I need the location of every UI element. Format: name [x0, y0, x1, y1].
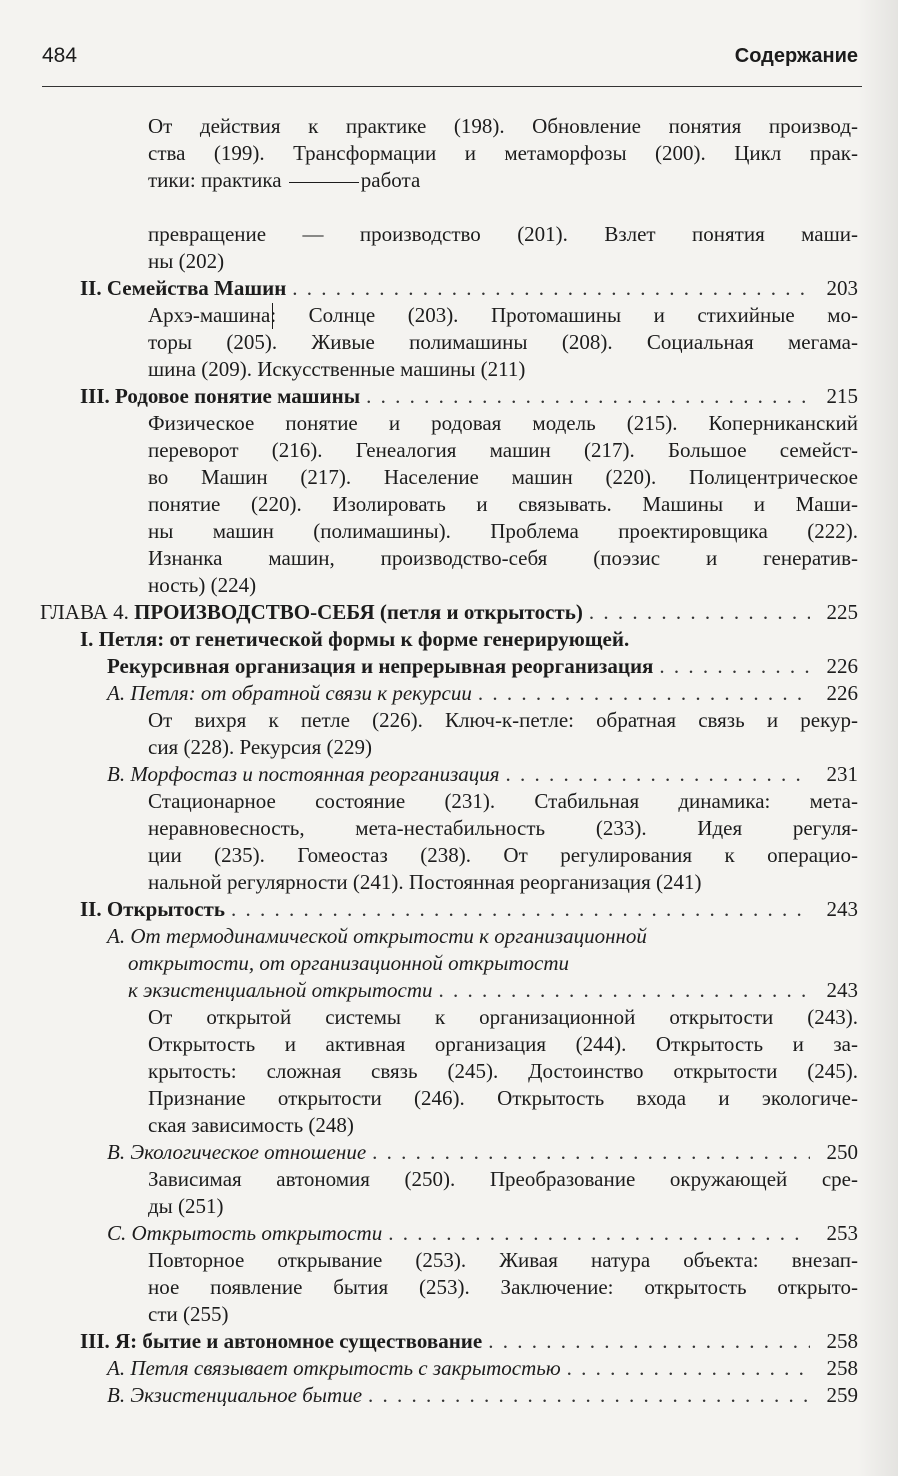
leader-dots — [231, 896, 810, 923]
leader-dots — [366, 383, 810, 410]
toc-entry-subsection[interactable] — [40, 761, 858, 788]
subsection-title: А. Петля связывает открытость с закрытостью — [107, 1356, 561, 1380]
toc-text-line: ства (199). Трансформации и метаморфозы (200). Цикл прак- — [148, 141, 858, 165]
subsection-title-line[interactable]: открытости, от организационной открытости — [128, 951, 570, 975]
leader-dots — [439, 977, 810, 1004]
page-ref: 243 — [826, 897, 858, 921]
toc-text-line: ды (251) — [148, 1194, 224, 1218]
toc-text-line: ны (202) — [148, 249, 225, 273]
leader-dots — [659, 653, 810, 680]
toc-entry-subsection[interactable] — [40, 1139, 858, 1166]
toc-text-line: Зависимая автономия (250). Преобразование окружающей сре- — [148, 1167, 858, 1191]
diagram-connector — [289, 182, 359, 183]
page-ref: 215 — [826, 384, 858, 408]
page-ref: 231 — [826, 762, 858, 786]
page-ref: 226 — [826, 654, 858, 678]
subsection-title: к экзистенциальной открытости — [128, 978, 433, 1002]
leader-dots — [506, 761, 810, 788]
toc-entry-subsection[interactable] — [40, 977, 858, 1004]
page-ref: 243 — [826, 978, 858, 1002]
toc-text-line: Открытость и активная организация (244). Открытость и за- — [148, 1032, 858, 1056]
toc-text-line: понятие (220). Изолировать и связывать. Машины и Маши- — [148, 492, 858, 516]
toc-text-line: ции (235). Гомеостаз (238). От регулирования к операцио- — [148, 843, 858, 867]
leader-dots — [478, 680, 810, 707]
diagram-label-practice: тики: практика — [148, 168, 282, 192]
toc-entry-section[interactable] — [40, 896, 858, 923]
toc-entry-subsection[interactable] — [40, 1382, 858, 1409]
toc-text-line: Изнанка машин, производство-себя (поэзис и генератив- — [148, 546, 858, 570]
subsection-title: С. Открытость открытости — [107, 1221, 383, 1245]
toc-text-line: во Машин (217). Население машин (220). Полицентрическое — [148, 465, 858, 489]
toc-text-line: переворот (216). Генеалогия машин (217). Большое семейст- — [148, 438, 858, 462]
diagram-connector-vertical — [272, 303, 273, 329]
page-number: 484 — [42, 44, 78, 67]
leader-dots — [292, 275, 810, 302]
subsection-title: А. Петля: от обратной связи к рекурсии — [107, 681, 472, 705]
leader-dots — [372, 1139, 810, 1166]
page-ref: 250 — [826, 1140, 858, 1164]
toc-text-line: ность) (224) — [148, 573, 257, 597]
section-title-line[interactable]: I. Петля: от генетической формы к форме генерирующей. — [80, 627, 630, 651]
page-ref: 253 — [826, 1221, 858, 1245]
toc-text-line: От действия к практике (198). Обновление понятия производ- — [148, 114, 858, 138]
toc-entry-subsection[interactable] — [40, 680, 858, 707]
table-of-contents — [40, 113, 858, 1409]
section-title: III. Родовое понятие машины — [80, 384, 361, 408]
toc-entry-chapter[interactable] — [40, 599, 858, 626]
section-title: Рекурсивная организация и непрерывная реорганизация — [107, 654, 654, 678]
toc-entry-subsection[interactable] — [40, 1220, 858, 1247]
toc-text-line: ская зависимость (248) — [148, 1113, 354, 1137]
chapter-name: ПРОИЗВОДСТВО-СЕБЯ (петля и открытость) — [134, 600, 583, 624]
subsection-title-line[interactable]: А. От термодинамической открытости к организационной — [107, 924, 647, 948]
section-title: II. Семейства Машин — [80, 276, 287, 300]
practice-cycle-diagram — [40, 167, 858, 194]
toc-text-line: ны машин (полимашины). Проблема проектировщика (222). — [148, 519, 858, 543]
toc-text-line: крытость: сложная связь (245). Достоинство открытости (245). — [148, 1059, 858, 1083]
diagram-spacer — [40, 194, 858, 221]
toc-entry-subsection[interactable] — [40, 1355, 858, 1382]
toc-text-line: От вихря к петле (226). Ключ-к-петле: обратная связь и рекур- — [148, 708, 858, 732]
diagram-label-work: работа — [360, 168, 421, 192]
page-ref: 203 — [826, 276, 858, 300]
toc-text-line: Повторное открывание (253). Живая натура объекта: внезап- — [148, 1248, 858, 1272]
page-edge-shade — [858, 0, 898, 1476]
page-ref: 226 — [826, 681, 858, 705]
toc-entry-section[interactable] — [40, 275, 858, 302]
leader-dots — [567, 1355, 810, 1382]
toc-text-line: сти (255) — [148, 1302, 229, 1326]
toc-text-line: Признание открытости (246). Открытость входа и экологиче- — [148, 1086, 858, 1110]
page-ref: 259 — [826, 1383, 858, 1407]
toc-text-line: Физическое понятие и родовая модель (215). Коперниканский — [148, 411, 858, 435]
chapter-prefix: ГЛАВА 4. — [40, 600, 129, 624]
page-ref: 258 — [826, 1329, 858, 1353]
page-ref: 225 — [826, 600, 858, 624]
leader-dots — [368, 1382, 810, 1409]
toc-text-line: торы (205). Живые полимашины (208). Социальная мегама- — [148, 330, 858, 354]
toc-text-line: превращение — производство (201). Взлет понятия маши- — [148, 222, 858, 246]
subsection-title: В. Экологическое отношение — [107, 1140, 367, 1164]
leader-dots — [488, 1328, 810, 1355]
toc-text-line: ное появление бытия (253). Заключение: открытость открыто- — [148, 1275, 858, 1299]
toc-text-line: шина (209). Искусственные машины (211) — [148, 357, 526, 381]
page-header — [42, 44, 858, 76]
subsection-title: В. Экзистенциальное бытие — [107, 1383, 363, 1407]
leader-dots — [388, 1220, 810, 1247]
toc-entry-section[interactable] — [40, 383, 858, 410]
toc-entry-section[interactable] — [40, 653, 858, 680]
toc-entry-section[interactable] — [40, 1328, 858, 1355]
section-title: III. Я: бытие и автономное существование — [80, 1329, 483, 1353]
toc-text-line: нальной регулярности (241). Постоянная реорганизация (241) — [148, 870, 702, 894]
toc-text-line: Архэ-машина: Солнце (203). Протомашины и стихийные мо- — [148, 303, 858, 327]
toc-text-line: От открытой системы к организационной открытости (243). — [148, 1005, 858, 1029]
running-head: Содержание — [734, 45, 858, 67]
page-ref: 258 — [826, 1356, 858, 1380]
header-rule — [42, 86, 862, 87]
toc-text-line: Стационарное состояние (231). Стабильная динамика: мета- — [148, 789, 858, 813]
toc-text-line: сия (228). Рекурсия (229) — [148, 735, 373, 759]
subsection-title: В. Морфостаз и постоянная реорганизация — [107, 762, 500, 786]
chapter-title — [40, 599, 583, 626]
leader-dots — [589, 599, 810, 626]
section-title: II. Открытость — [80, 897, 225, 921]
toc-text-line: неравновесность, мета-нестабильность (233). Идея регуля- — [148, 816, 858, 840]
